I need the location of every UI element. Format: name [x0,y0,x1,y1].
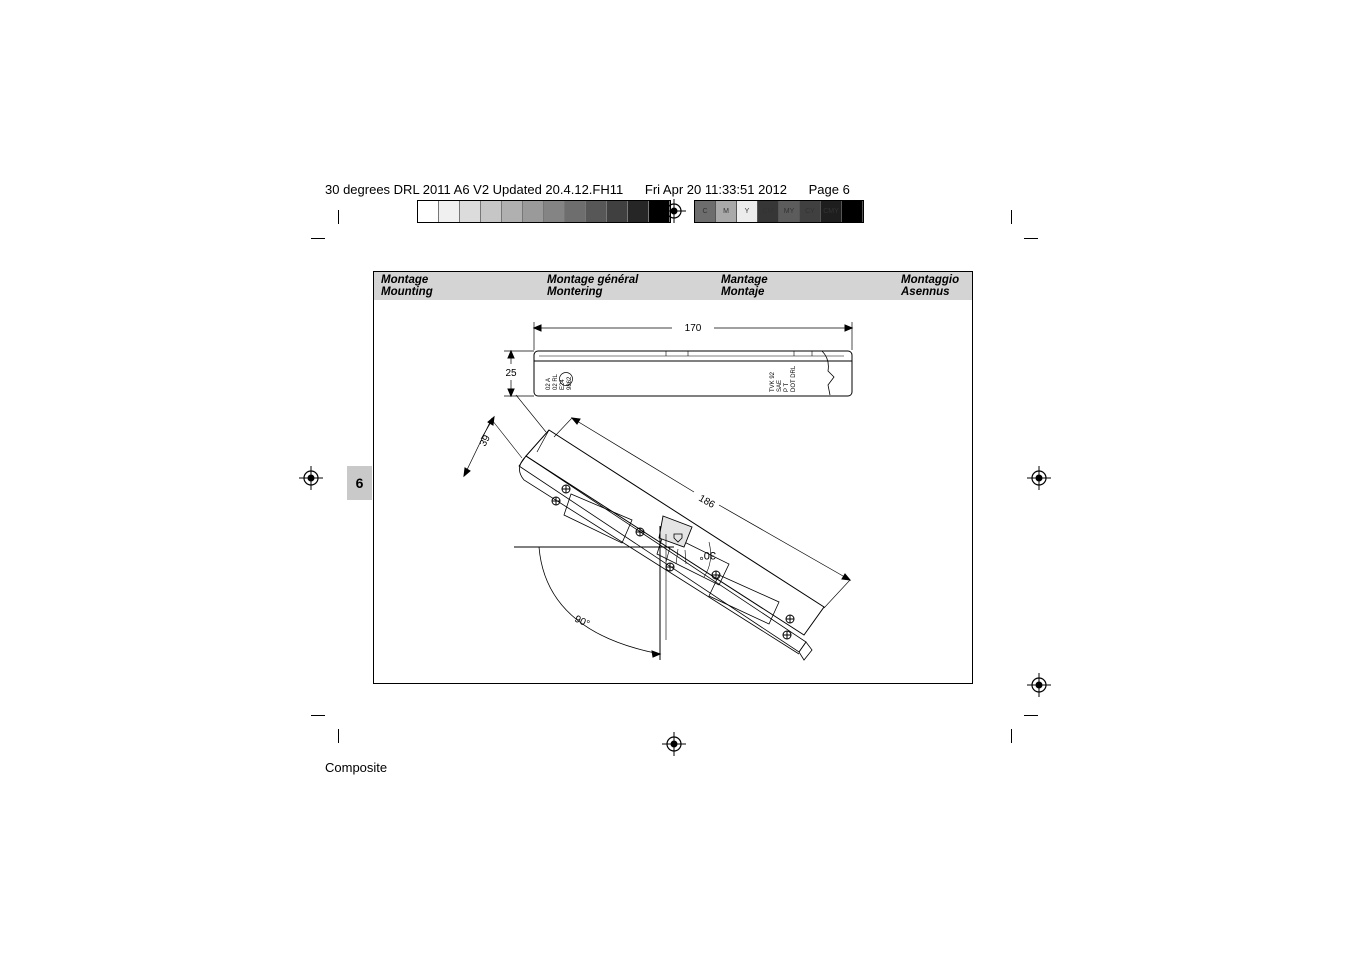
color-swatch: CM [758,201,779,222]
crop-mark [1011,729,1012,743]
print-header [325,182,868,197]
section-title-fr: Montage général Montering [547,274,639,298]
section-title-it: Montaggio Asennus [901,274,960,298]
gray-swatch [502,201,523,222]
gray-swatch [418,201,439,222]
gray-swatch [544,201,565,222]
crop-mark [1024,715,1038,716]
gray-swatch [565,201,586,222]
section-title-en: Montage Mounting [381,274,433,298]
gray-swatch [523,201,544,222]
color-swatch: M [716,201,737,222]
registration-mark-icon [662,199,686,223]
registration-mark-icon [299,466,323,490]
gray-swatch [460,201,481,222]
crop-mark [1011,210,1012,224]
color-bar [694,200,864,223]
crop-mark [338,210,339,224]
grayscale-bar [417,200,671,223]
crop-mark [338,729,339,743]
gray-swatch [481,201,502,222]
color-swatch: MY [779,201,800,222]
color-swatch: CY [800,201,821,222]
product-label-line: SAE [777,379,783,392]
crop-mark [1024,238,1038,239]
page-number-tab: 6 [347,466,372,500]
height-dimension-label: 25 [505,368,517,379]
product-label-line: P T [784,382,790,392]
crop-mark [311,715,325,716]
crop-mark [311,238,325,239]
page-label: Page 6 [808,182,850,197]
product-label-line: E24 [560,379,566,390]
registration-mark-icon [1027,673,1051,697]
product-label-line: 02 A [546,377,552,390]
section-title-de: Mantage Montaje [721,274,768,298]
color-swatch: CMY [821,201,842,222]
technical-drawing [374,272,974,685]
gray-swatch [628,201,649,222]
registration-mark-icon [1027,466,1051,490]
gray-swatch [607,201,628,222]
file-name: 30 degrees DRL 2011 A6 V2 Updated 20.4.12.FH11 [325,182,624,197]
product-label-line: TVK 92 [770,371,776,392]
length-dimension-label: 186 [696,493,717,511]
mount-angle-label: 90° [572,613,592,631]
color-swatch: Y [737,201,758,222]
product-label-line: DOT DRL [791,365,797,392]
gray-swatch [439,201,460,222]
registration-mark-icon [662,732,686,756]
depth-dimension-label: 39 [477,433,493,449]
mounting-diagram-frame [373,271,973,684]
width-dimension-label: 170 [684,323,702,334]
product-label-line: 02 RL [553,373,559,390]
color-swatch: C [695,201,716,222]
product-label-left [546,373,573,390]
footer-label: Composite [325,760,388,775]
product-label-line: 9862 [567,376,573,390]
gray-swatch [586,201,607,222]
product-label-right [770,365,797,392]
timestamp: Fri Apr 20 11:33:51 2012 [644,182,788,197]
tilt-angle-label: 30° [699,549,716,561]
color-swatch [842,201,863,222]
